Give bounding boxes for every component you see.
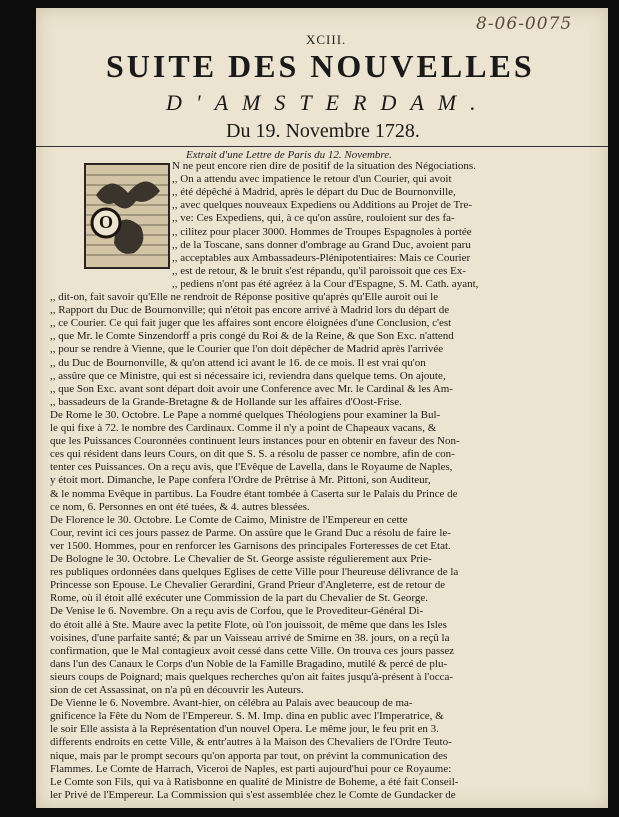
body-line: ,, que Mr. le Comte Sinzendorff a pris congé du Roi & de la Reine, & que Son Exc. n'attend	[50, 330, 454, 343]
body-line: ,, cilitez pour placer 3000. Hommes de Troupes Espagnoles à portée	[172, 225, 472, 238]
body-line: sion de cet Assassinat, on n'a pû en découvrir les Auteurs.	[50, 684, 304, 696]
body-line: ces qui résident dans leurs Cours, on dit que S. S. a résolu de passer ce nombre, afin de con-	[50, 448, 455, 461]
body-line: N ne peut encore rien dire de positif de la situation des Négociations.	[172, 160, 476, 172]
body-line: confirmation, que le Mal contagieux avoit cessé dans cette Ville. On trouva ces jours passez	[50, 644, 455, 657]
issue-number: XCIII.	[306, 32, 347, 47]
body-line: ler Privé de l'Empereur. La Commission qui s'est assemblée chez le Comte de Gundacker de	[50, 788, 456, 801]
newspaper-page	[36, 8, 608, 808]
initial-letter: O	[98, 212, 113, 232]
body-line: que les Puissances Couronnées continuent leurs instances pour en obtenir en faveur des Non-	[50, 435, 460, 448]
body-line: sieurs coups de Poignard; mais quelques recherches qu'on ait faites jusqu'à-présent à l'occa-	[50, 670, 454, 683]
body-line: differents endroits en cette Ville, & entr'autres à la Maison des Chevaliers de l'Ordre Teuto-	[50, 736, 452, 749]
body-line: Flammes. Le Comte de Harrach, Viceroi de Naples, est parti aujourd'hui pour ce Royaume:	[50, 762, 452, 775]
body-line: Cour, revint ici ces jours passez de Parme. On assûre que le Grand Duc a résolu de faire le-	[50, 526, 451, 539]
body-line: ,, pediens n'ont pas été agréez à la Cour d'Espagne, S. M. Cath. ayant,	[172, 277, 479, 290]
body-line: ver 1500. Hommes, pour en renforcer les Garnisons des principales Forteresses de cet Etat.	[50, 539, 451, 552]
body-line: ,, On a attendu avec impatience le retour d'un Courier, qui avoit	[172, 173, 452, 186]
body-line: nique, mais par le prompt secours qu'on apporta par tout, on prévint la communication des	[50, 749, 448, 762]
body-line: le soir Elle assista à la Représentation d'un nouvel Opera. Le même jour, le feu prit en 3.	[50, 723, 439, 736]
body-line: De Florence le 30. Octobre. Le Comte de Caimo, Ministre de l'Empereur en cette	[50, 513, 408, 526]
body-line: De Bologne le 30. Octobre. Le Chevalier de St. George assiste régulierement aux Prie-	[50, 553, 432, 565]
header-rule	[36, 146, 608, 147]
body-line: dans l'un des Canaux le Corps d'un Noble de la Famille Bragadino, mutilé & percé de plu-	[50, 657, 448, 670]
body-line: ,, dit-on, fait savoir qu'Elle ne rendroit de Réponse positive qu'après qu'Elle auroit oui le	[50, 291, 439, 303]
body-line: Rome, où il étoit allé exécuter une Commission de la part du Chevalier de St. George.	[50, 592, 428, 605]
body-line: tenter ces Puissances. On a reçu avis, que l'Evêque de Lavella, dans le Royaume de Naples,	[50, 461, 453, 474]
body-line: ,, pour se rendre à Vienne, que le Courier que l'on doit dépêcher de Madrid après l'arrivée	[50, 343, 444, 356]
body-line: Le Comte son Fils, qui va à Ratisbonne en qualité de Ministre de Boheme, a été fait Conseil-	[50, 775, 459, 788]
issue-date: Du 19. Novembre 1728.	[226, 120, 420, 142]
body-line: ,, que Son Exc. avant sont départ doit avoir une Conference avec Mr. le Cardinal & les Am-	[50, 382, 453, 395]
body-line: voisines, d'une parfaite santé; & par un Vaisseau arrivé de Smirne en 38. jours, on a reçû la	[50, 631, 450, 644]
body-line: gnificence la Fête du Nom de l'Empereur. S. M. Imp. dina en public avec l'Imperatrice, &	[50, 710, 444, 723]
body-line: ,, bassadeurs de la Grande-Bretagne & de Hollande sur les affaires d'Oost-Frise.	[50, 395, 402, 408]
body-line: res publiques ordonnées dans quelques Eglises de cette Ville pour l'heureuse délivrance de la	[50, 566, 459, 579]
body-line: ,, ce Courier. Ce qui fait juger que les affaires sont encore éloignées d'une Conclusion, c'est	[50, 317, 452, 330]
body-line: do étoit allé à Ste. Maure avec la petite Flote, où l'on jouissoit, de même que dans les Isles	[50, 618, 447, 631]
body-line: ,, ve: Ces Expediens, qui, à ce qu'on assûre, rouloient sur des fa-	[172, 212, 455, 225]
body-line: De Rome le 30. Octobre. Le Pape a nommé quelques Théologiens pour examiner la Bul-	[50, 408, 441, 421]
body-line: ,, est de retour, & le bruit s'est répandu, qu'il paroissoit que ces Ex-	[172, 264, 467, 277]
body-line: le qui fixe à 72. le nombre des Cardinaux. Comme il n'y a point de Chapeaux vacans, &	[50, 422, 437, 434]
extract-dateline: Extrait d'une Lettre de Paris du 12. Novembre.	[186, 149, 392, 161]
body-line: ,, de la Toscane, sans donner d'ombrage au Grand Duc, avoient paru	[172, 238, 471, 251]
body-line: De Vienne le 6. Novembre. Avant-hier, on célébra au Palais avec beaucoup de ma-	[50, 697, 413, 710]
decorative-initial	[84, 163, 170, 269]
body-line: ,, Rapport du Duc de Bournonville; qui n'étoit pas encore arrivé à Madrid lors du départ de	[50, 304, 450, 317]
masthead-city: D'AMSTERDAM.	[166, 90, 490, 115]
archive-shelfmark: 8-06-0075	[476, 14, 573, 34]
body-line: ,, acceptables aux Ambassadeurs-Plénipotentiaires: Mais ce Courier	[172, 251, 471, 264]
body-line: ce nom, 6. Personnes en ont été tuées, & 4. autres blessées.	[50, 500, 310, 513]
body-line: ,, été dépêché à Madrid, après le départ du Duc de Bournonville,	[172, 186, 456, 199]
body-line: ,, avec quelques nouveaux Expediens ou Additions au Projet de Tre-	[172, 199, 473, 212]
body-line: ,, du Duc de Bournonville, & qu'on attend ici avant le 16. de ce mois. Il est vrai qu'on	[50, 356, 426, 369]
body-line: & le nomma Evêque in partibus. La Foudre étant tombée à Caserta sur le Palais du Prince de	[50, 487, 458, 500]
body-line: Princesse son Epouse. Le Chevalier Gerardini, Grand Prieur d'Angleterre, est de retour de	[50, 579, 446, 592]
body-line: De Venise le 6. Novembre. On a reçu avis de Corfou, que le Provediteur-Général Di-	[50, 605, 424, 618]
body-line: y étoit mort. Dimanche, le Pape confera l'Ordre de Prêtrise à Mr. Pittoni, son Auditeur,	[50, 474, 431, 487]
masthead-title: SUITE DES NOUVELLES	[106, 48, 535, 84]
body-line: ,, assûre que ce Ministre, qui est si nécessaire ici, reviendra dans quelque tems. On ajoute,	[50, 369, 446, 382]
